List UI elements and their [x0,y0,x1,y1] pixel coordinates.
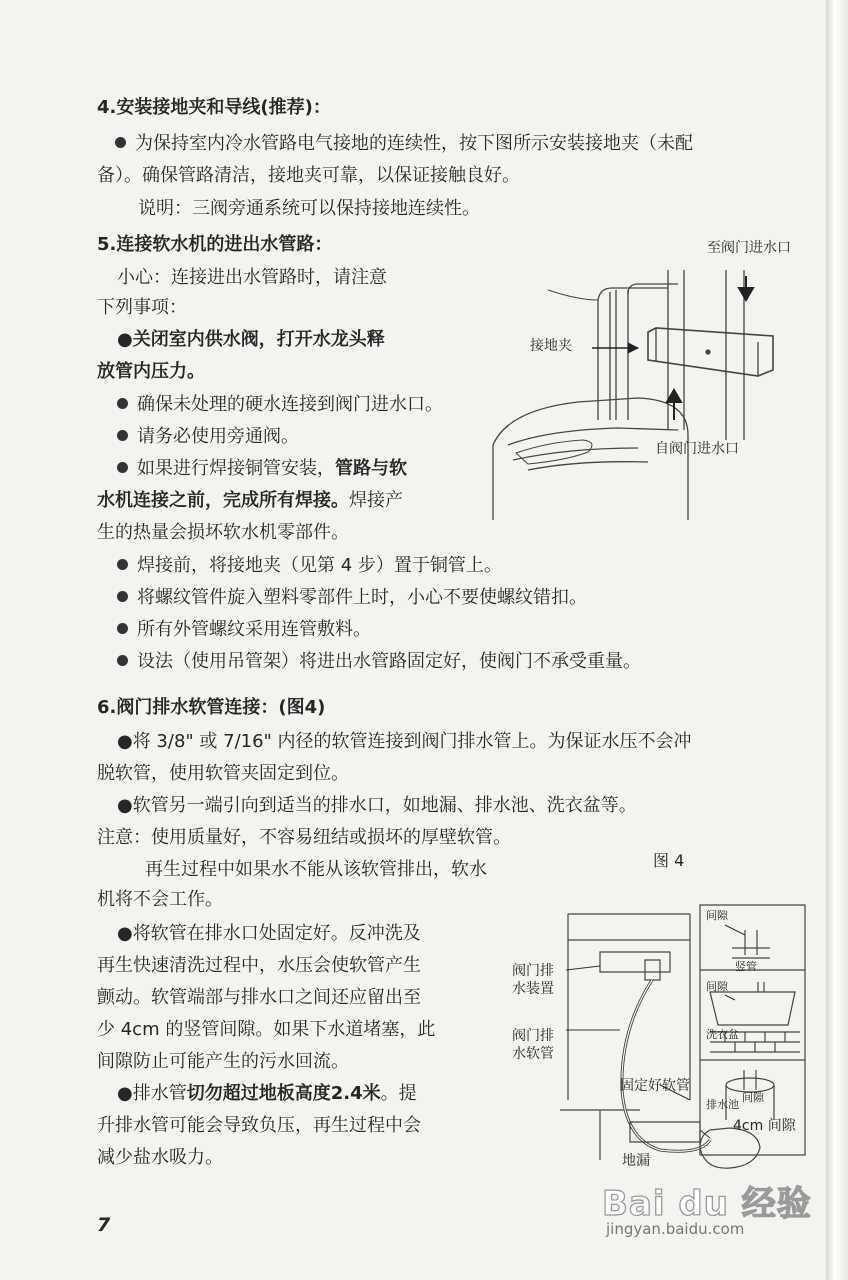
section6-p1-2: 脱软管，使用软管夹固定到位。 [97,763,349,784]
section5-bold1-1: ●关闭室内供水阀，打开水龙头释 [117,329,385,350]
section5-item1: 确保未处理的硬水连接到阀门进水口。 [117,393,443,417]
page-edge [826,0,848,1280]
label-floor-drain: 地漏 [622,1153,650,1169]
label-fixed-hose: 固定好软管 [620,1078,690,1094]
label-drain-device-2: 水装置 [512,981,554,997]
bullet [117,591,128,602]
bullet [117,623,128,634]
label-from-valve-inlet: 自阀门进水口 [655,441,739,457]
ground-clamp-figure [488,270,818,520]
section5-item3-cont: 水机连接之前，完成所有焊接。焊接产 [97,490,403,511]
section6-p4-5: 间隙防止可能产生的污水回流。 [97,1051,349,1072]
bullet [117,559,128,570]
label-gap-2: 间隙 [706,980,728,993]
section6-p2: ●软管另一端引向到适当的排水口，如地漏、排水池、洗衣盆等。 [117,795,637,816]
section6-note: 注意：使用质量好，不容易纽结或损坏的厚壁软管。 [97,827,511,848]
label-standpipe: 竖管 [735,960,757,973]
page-number: 7 [97,1214,111,1236]
section5-caution-1: 小心：连接进出水管路时，请注意 [117,267,387,288]
section5-title: 5.连接软水机的进出水管路： [97,234,333,255]
bullet [117,462,128,473]
section6-p4-1: ●将软管在排水口处固定好。反冲洗及 [117,923,421,944]
section5-item2: 请务必使用旁通阀。 [117,425,299,449]
figure4-caption: 图 4 [653,851,685,870]
label-to-valve-inlet: 至阀门进水口 [707,240,791,256]
bullet [117,655,128,666]
section6-p4-2: 再生快速清洗过程中，水压会使软管产生 [97,955,421,976]
section4-title: 4.安装接地夹和导线(推荐)： [97,97,331,118]
watermark-url: jingyan.baidu.com [606,1220,745,1238]
baidu-watermark [602,1176,812,1246]
section4-note: 说明：三阀旁通系统可以保持接地连续性。 [138,198,480,219]
section6-p5-2: 升排水管可能会导致负压，再生过程中会 [97,1115,421,1136]
section6-p3-2: 机将不会工作。 [97,889,223,910]
section5-item5: 将螺纹管件旋入塑料零部件上时，小心不要使螺纹错扣。 [117,586,587,610]
watermark-logo: Bai du 经验 [602,1184,812,1224]
section5-item3: 如果进行焊接铜管安装，管路与软 [117,457,407,481]
label-drain-hose-1: 阀门排 [512,1028,554,1044]
section6-p5-3: 减少盐水吸力。 [97,1147,223,1168]
section6-title: 6.阀门排水软管连接：(图4) [97,697,326,718]
label-drain-basin: 排水池 [706,1098,739,1111]
section5-item4: 焊接前，将接地夹（见第 4 步）置于铜管上。 [117,554,502,578]
section5-item7: 设法（使用吊管架）将进出水管路固定好，使阀门不承受重量。 [117,650,641,674]
section6-p3-1: 再生过程中如果水不能从该软管排出，软水 [145,859,487,880]
section5-item3-end: 生的热量会损坏软水机零部件。 [97,522,349,543]
bullet [117,430,128,441]
bullet [115,137,126,148]
bullet [117,398,128,409]
section4-line2: 备）。确保管路清洁，接地夹可靠，以保证接触良好。 [97,165,520,186]
label-drain-device-1: 阀门排 [512,963,554,979]
label-ground-clamp: 接地夹 [530,338,572,354]
label-laundry-tub: 洗衣盆 [706,1028,739,1041]
label-gap-1: 间隙 [706,909,728,922]
section6-p5-1: ●排水管切勿超过地板高度2.4米。提 [117,1083,417,1104]
label-gap-3: 间隙 [742,1091,764,1104]
label-4cm-gap: 4cm 间隙 [733,1118,796,1134]
section4-line1: 为保持室内冷水管路电气接地的连续性，按下图所示安装接地夹（未配 [115,132,693,156]
section6-p4-4: 少 4cm 的竖管间隙。如果下水道堵塞，此 [97,1019,436,1040]
section5-bold1-2: 放管内压力。 [97,361,205,382]
section6-p1-1: ●将 3/8" 或 7/16" 内径的软管连接到阀门排水管上。为保证水压不会冲 [117,731,692,752]
section5-caution-2: 下列事项： [97,297,187,318]
section5-item6: 所有外管螺纹采用连管敷料。 [117,618,371,642]
section6-p4-3: 颤动。软管端部与排水口之间还应留出至 [97,987,421,1008]
label-drain-hose-2: 水软管 [512,1046,554,1062]
